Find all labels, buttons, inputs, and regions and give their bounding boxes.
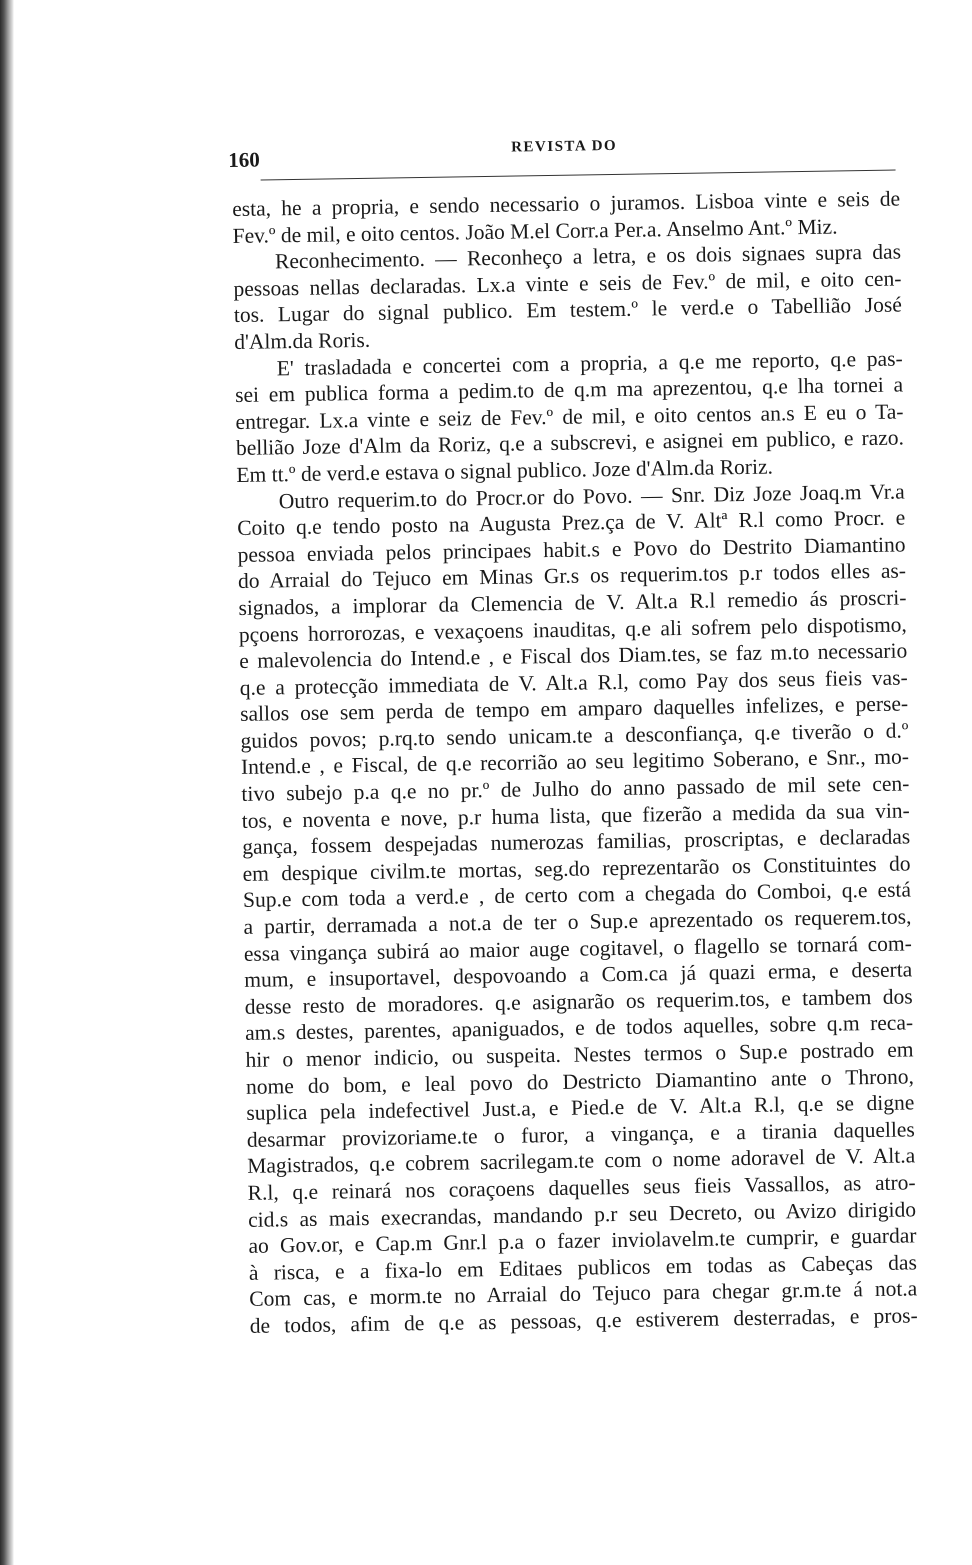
text-line: pessoa enviada pelos principaes habit.s e Povo do Destrito Diamantino: [237, 532, 906, 567]
text-line: E' trasladada e concertei com a propria, a q.e me reporto, q.e pas-: [276, 346, 903, 380]
text-line: gança, fossem despejadas numerozas familias, proscriptas, e declaradas: [242, 824, 911, 860]
text-line: am.s destes, parentes, apaniguados, e de todos aquelles, sobre q.m reca-: [244, 1010, 914, 1046]
text-line: Magistrados, q.e cobrem sacrilegam.te com o nome adoravel de V. Alt.a: [247, 1143, 916, 1179]
text-line: Reconhecimento. — Reconheço a letra, e os dois signaes supra das: [274, 239, 902, 274]
text-line: e malevolencia do Intend.e , e Fiscal dos Diam.tes, se faz m.to necessario: [239, 638, 908, 674]
text-line: q.e a protecção immediata de V. Alt.a R.l, como Pay dos seus fieis vas-: [239, 665, 908, 700]
header-rule: [261, 170, 896, 181]
text-line: entregar. Lx.a vinte e seiz de Fev.º de mil, e oito centos an.s E eu o Ta-: [235, 399, 904, 434]
text-line: mum, e insuportavel, despovoando a Com.ca já quazi erma, e deserta: [244, 957, 913, 993]
page-binding-edge: [0, 0, 14, 1565]
text-line: tos, e noventa e nove, p.r huma lista, que fizerão a medida da sua vin-: [241, 798, 910, 833]
running-head: REVISTA DO: [511, 137, 618, 156]
text-line: de todos, afim de q.e as pessoas, q.e estiverem desterradas, e pros-: [249, 1303, 918, 1338]
text-line: essa vingança subirá ao maior auge cogitavel, o flagello se tornará com-: [243, 931, 913, 966]
text-line: Outro requerim.to do Procr.or do Povo. — Snr. Diz Joze Joaq.m Vr.a: [278, 479, 905, 513]
text-line: Com cas, e morm.te no Arraial do Tejuco para chegar gr.m.te á not.a: [249, 1276, 918, 1312]
text-line: nome do bom, e leal povo do Destricto Diamantino ante o Throno,: [245, 1063, 915, 1099]
text-line: tos. Lugar do signal publico. Em testem.º le verd.e o Tabellião José: [233, 292, 902, 328]
body-text: [232, 186, 918, 1340]
text-line: ao Gov.or, e Cap.m Gnr.l p.a o fazer inviolavelm.te cumprir, e guardar: [248, 1223, 917, 1259]
text-line: bellião Joze d'Alm da Roriz, q.e a subscrevi, e asignei em publico, e razo.: [235, 425, 905, 461]
text-line: em despique civilm.te mortas, seg.do reprezentarão os Constituintes do: [242, 851, 911, 886]
text-line: cid.s as mais execrandas, mandando p.r seu Decreto, ou Avizo dirigido: [247, 1196, 917, 1232]
text-line: hir o menor indicio, ou suspeita. Nestes termos o Sup.e postrado em: [245, 1037, 914, 1072]
text-line: guidos povos; p.rq.to sendo unicam.te a desconfiança, q.e tiverão o d.º: [240, 718, 909, 753]
text-line: Fev.º de mil, e oito centos. João M.el Corr.a Per.a. Anselmo Ant.º Miz.: [232, 214, 838, 248]
text-line: pçoens horrorozas, e vexaçoens inauditas, q.e ali sofrem pelo dispotismo,: [238, 611, 907, 647]
page-number: 160: [228, 147, 260, 172]
text-line: Intend.e , e Fiscal, de q.e recorrião ao seu legitimo Soberano, e Snr., mo-: [240, 744, 910, 780]
text-line: sei em publica forma a pedim.to de q.m ma aprezentou, q.e lha tornei a: [234, 372, 904, 408]
text-line: pessoas nellas declaradas. Lx.a vinte e seis de Fev.º de mil, e oito cen-: [233, 266, 902, 301]
text-line: Coito q.e tendo posto na Augusta Prez.ça de V. Altª R.l como Procr. e: [237, 505, 906, 541]
text-line: desse resto de moradores. q.e asignarão os requerim.tos, e tambem dos: [244, 984, 913, 1019]
text-line: à risca, e a fixa-lo em Editaes publicos em todas as Cabeças das: [248, 1250, 918, 1285]
text-line: a partir, derramada a not.a de ter o Sup.e aprezentado os requerem.tos,: [243, 904, 912, 939]
text-line: d'Alm.da Roris.: [234, 327, 371, 354]
text-line: esta, he a propria, e sendo necessario o juramos. Lisboa vinte e seis de: [232, 186, 901, 221]
text-line: sallos ose sem perda de tempo em amparo daquelles infelizes, e perse-: [239, 691, 909, 727]
text-line: Em tt.º de verd.e estava o signal publico. Joze d'Alm.da Roriz.: [236, 454, 774, 487]
page-header: [228, 129, 899, 180]
text-line: tivo subejo p.a q.e no pr.º de Julho do anno passado de mil sete cen-: [241, 771, 910, 806]
text-line: R.l, q.e reinará nos coraçoens daquelles seus fieis Vassallos, as atro-: [247, 1170, 916, 1205]
text-line: Sup.e com toda a verd.e , de certo com a chegada do Comboi, q.e está: [242, 877, 912, 913]
text-line: desarmar provizoriame.te o furor, a vingança, e a tirania daquelles: [246, 1117, 915, 1152]
text-line: suplica pela indefectivel Just.a, e Pied.e de V. Alt.a R.l, q.e se digne: [246, 1090, 915, 1126]
text-line: do Arraial do Tejuco em Minas Gr.s os requerim.tos p.r todos elles as-: [237, 558, 907, 594]
text-line: signados, a implorar da Clemencia de V. Alt.a R.l remedio ás proscri-: [238, 585, 907, 620]
